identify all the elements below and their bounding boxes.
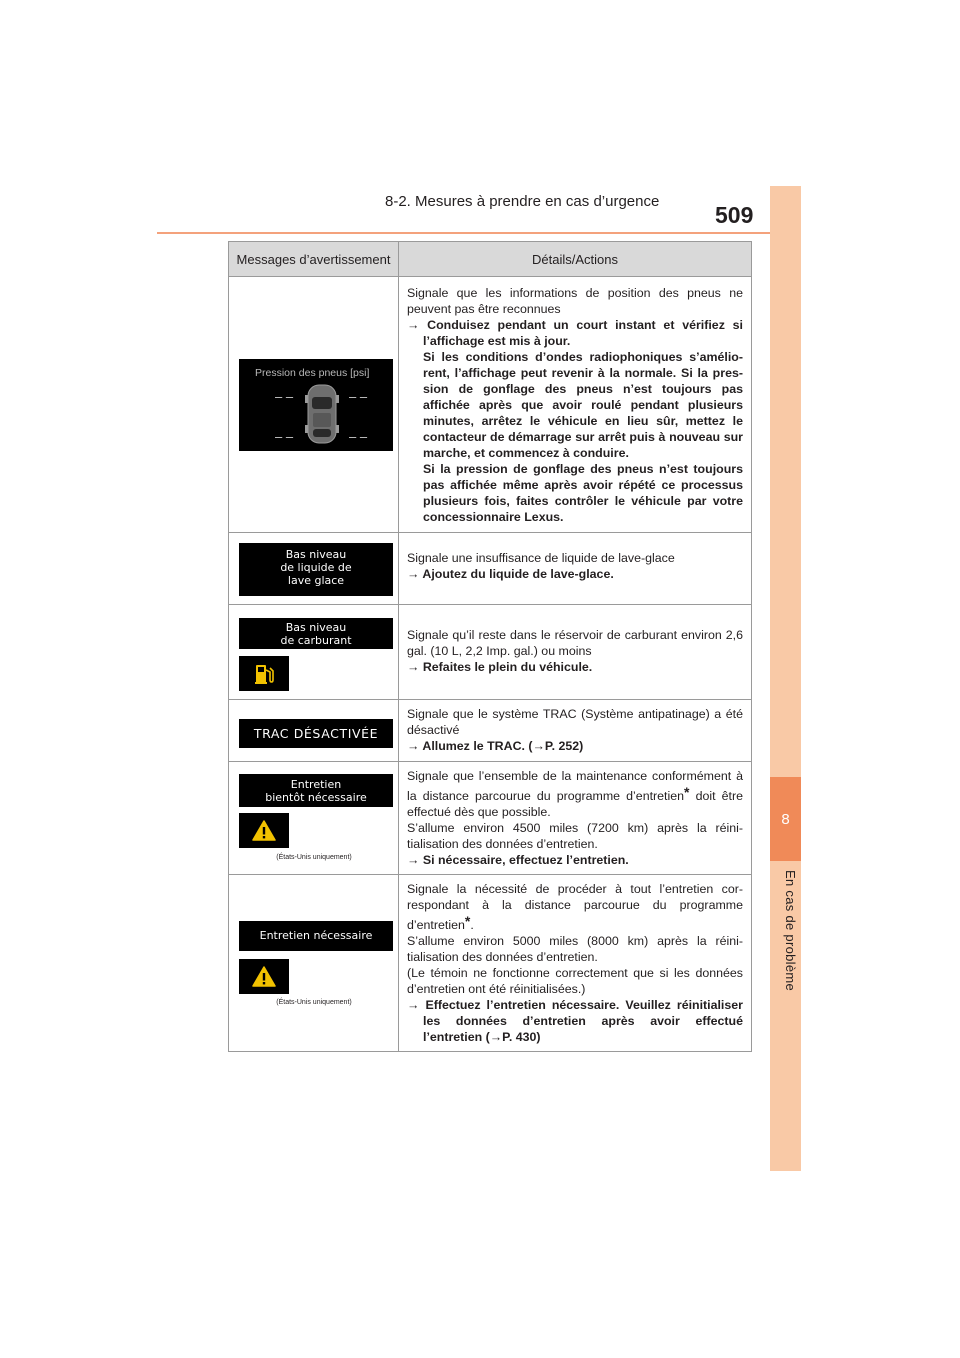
- description-text: [407, 768, 743, 820]
- tire-pressure-title: Pression des pneus [psi]: [255, 367, 370, 379]
- table-row: [229, 605, 752, 700]
- column-header-details: Détails/Actions: [399, 242, 752, 277]
- action-1: Ajoutez du liquide de lave-glace.: [422, 567, 614, 581]
- details-cell: [399, 605, 752, 700]
- details-cell: [399, 277, 752, 533]
- table-row: [229, 277, 752, 533]
- action-1: Conduisez pendant un court instant et vérifiez si l’affichage est mis à jour.: [423, 318, 743, 348]
- arrow-icon: →: [407, 739, 420, 753]
- arrow-icon: →: [407, 318, 420, 332]
- description-part: Signale que l’ensemble de la maintenance conformément à la distance parcourue du programme d’entretien: [407, 769, 743, 803]
- fuel-pump-icon: [239, 656, 289, 691]
- display-line: Bas niveau: [285, 548, 347, 561]
- table-row: [229, 533, 752, 605]
- low-fuel-display: [239, 618, 393, 649]
- table-row: [229, 700, 752, 762]
- action-2: Si les conditions d’ondes radiophoniques s’améliorent, l’affichage peut revenir à la normale. Si la pression de gonflage des pneus n’est toujours pas affichée après que avoir roulé pendant plusieurs minutes, arrêtez le véhicule en lieu sûr, mettez le contacteur de démarrage sur arrêt puis à nouveau sur marche, et commencez à conduire.: [423, 350, 743, 460]
- display-line: bientôt nécessaire: [265, 791, 367, 804]
- footnote-asterisk: *: [464, 913, 471, 929]
- description-text: S’allume environ 5000 miles (8000 km) après la réinitialisation des données d’entretien.: [407, 934, 743, 964]
- message-cell: [229, 762, 399, 875]
- display-line: de liquide de: [280, 561, 352, 574]
- maintenance-soon-display: [239, 774, 393, 807]
- warning-triangle-icon: [239, 959, 289, 994]
- description-text: S’allume environ 4500 miles (7200 km) après la réinitialisation des données d’entretien.: [407, 821, 743, 851]
- arrow-icon: →: [407, 660, 420, 674]
- action-text: [407, 738, 743, 754]
- action-text: [407, 566, 743, 582]
- tire-rl-value: – –: [275, 429, 294, 444]
- page-reference-link[interactable]: Allumez le TRAC. (→P. 252): [422, 739, 584, 753]
- warning-triangle-icon: [239, 813, 289, 848]
- details-cell: [399, 762, 752, 875]
- car-top-view-icon: [305, 383, 339, 445]
- section-title: 8-2. Mesures à prendre en cas d’urgence: [385, 193, 660, 210]
- description-text: (Le témoin ne fonctionne correctement que si les données d’entretien ont été réinitialisées.): [407, 966, 743, 996]
- washer-fluid-display: [239, 543, 393, 596]
- description-part: doit être effectué dès que possible.: [407, 789, 743, 819]
- action-3: Si la pression de gonflage des pneus n’est toujours pas affichée même après avoir répété ce processus plusieurs fois, faites contrôler le véhicule par votre concessionnaire Lexus.: [423, 462, 743, 524]
- message-cell: [229, 700, 399, 762]
- display-line: lave glace: [287, 574, 345, 587]
- details-cell: [399, 533, 752, 605]
- trac-off-display: TRAC DÉSACTIVÉE: [239, 719, 393, 748]
- maintenance-required-display: Entretien nécessaire: [239, 921, 393, 951]
- footnote-asterisk: *: [684, 784, 690, 800]
- description-text: [407, 881, 743, 933]
- action-text: [407, 317, 743, 349]
- message-cell: [229, 605, 399, 700]
- action-1: Si nécessaire, effectuez l’entretien.: [422, 853, 629, 867]
- header-rule: [157, 232, 801, 234]
- region-note: (États-Unis uniquement): [276, 999, 352, 1006]
- arrow-icon: →: [407, 998, 420, 1012]
- tire-fr-value: – –: [349, 389, 368, 404]
- action-1: Refaites le plein du véhicule.: [422, 660, 593, 674]
- display-line: Bas niveau: [285, 621, 347, 634]
- warning-messages-table: [228, 241, 752, 1052]
- table-row: [229, 762, 752, 875]
- tire-pressure-display: [239, 359, 393, 451]
- message-cell: [229, 875, 399, 1052]
- description-text: Signale que le système TRAC (Système antipatinage) a été désactivé: [407, 707, 743, 737]
- table-row: [229, 875, 752, 1052]
- chapter-number: 8: [770, 777, 801, 861]
- arrow-icon: →: [407, 853, 420, 867]
- description-part: .: [470, 918, 474, 932]
- region-note: (États-Unis uniquement): [276, 854, 352, 861]
- action-text: [407, 852, 743, 868]
- action-text: [407, 997, 743, 1045]
- message-cell: [229, 533, 399, 605]
- description-text: Signale une insuffisance de liquide de lave-glace: [407, 551, 675, 565]
- description-text: Signale que les informations de position des pneus ne peuvent pas être reconnues: [407, 286, 743, 316]
- display-line: de carburant: [280, 634, 352, 647]
- action-text: [407, 659, 743, 675]
- display-line: Entretien: [290, 778, 342, 791]
- details-cell: [399, 875, 752, 1052]
- chapter-label: En cas de problème: [783, 870, 798, 992]
- tire-fl-value: – –: [275, 389, 294, 404]
- arrow-icon: →: [407, 567, 420, 581]
- message-cell: [229, 277, 399, 533]
- details-cell: [399, 700, 752, 762]
- description-part: Signale la nécessité de procéder à tout l’entretien correspondant à la distance parcourue du programme d’entretien: [407, 882, 743, 932]
- tire-rr-value: – –: [349, 429, 368, 444]
- description-text: Signale qu’il reste dans le réservoir de carburant environ 2,6 gal. (10 L, 2,2 Imp. gal.) ou moins: [407, 628, 743, 658]
- column-header-messages: Messages d’avertissement: [229, 242, 399, 277]
- page-number: 509: [715, 202, 754, 228]
- action-1: Effectuez l’entretien nécessaire. Veuillez réinitialiser les données d’entretien après avoir effectué l’entretien (→P. 430): [423, 998, 743, 1044]
- chapter-side-tab: [770, 186, 801, 1171]
